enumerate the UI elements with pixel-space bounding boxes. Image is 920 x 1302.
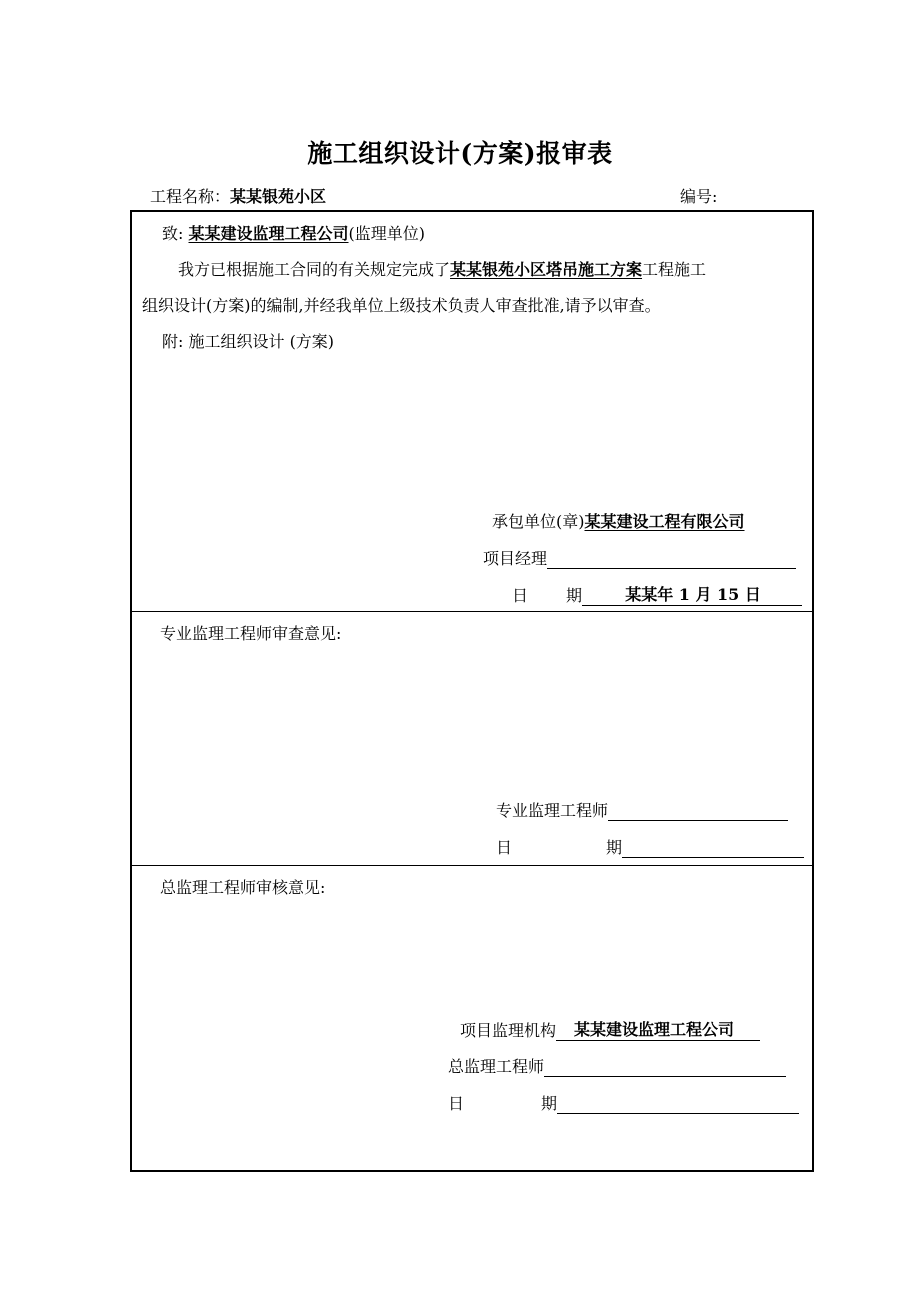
chief-label: 总监理工程师 <box>448 1057 545 1076</box>
chief-review-section <box>132 866 812 1170</box>
date-label-ri: 日 <box>496 838 513 857</box>
addressee-suffix: (监理单位) <box>348 224 426 243</box>
date-label-ri: 日 <box>512 586 529 605</box>
engineer-review-heading: 专业监理工程师审查意见: <box>160 624 342 643</box>
body-highlight: 某某银苑小区塔吊施工方案 <box>450 260 643 279</box>
date-label-qi: 期 <box>541 1094 558 1113</box>
body-line-1 <box>178 260 706 280</box>
addressee-company: 某某建设监理工程公司 <box>188 224 349 243</box>
engineer-signature-line <box>496 801 788 821</box>
engineer-date[interactable] <box>622 839 804 858</box>
chief-review-heading: 总监理工程师审核意见: <box>160 878 326 897</box>
date-label-ri: 日 <box>448 1094 465 1113</box>
addressee-label: 致: <box>162 224 184 243</box>
engineer-review-section <box>132 612 812 866</box>
supervision-org-label: 项目监理机构 <box>460 1021 557 1040</box>
body-prefix: 我方已根据施工合同的有关规定完成了 <box>178 260 451 279</box>
project-manager-line <box>483 549 796 569</box>
project-name-label: 工程名称： <box>150 187 231 206</box>
date-label-qi: 期 <box>566 586 583 605</box>
project-name-row <box>150 184 326 207</box>
date-value[interactable]: 某某年 1 月 15 日 <box>582 585 802 606</box>
addressee-line <box>162 224 425 244</box>
supervision-org-name: 某某建设监理工程公司 <box>556 1020 760 1041</box>
chief-signature-line <box>448 1057 786 1077</box>
supervision-org-line <box>460 1020 760 1041</box>
page-title: 施工组织设计(方案)报审表 <box>307 139 613 168</box>
project-manager-label: 项目经理 <box>483 549 548 568</box>
chief-signature[interactable] <box>544 1058 786 1077</box>
chief-date[interactable] <box>557 1095 799 1114</box>
engineer-signature[interactable] <box>608 802 788 821</box>
contractor-name: 某某建设工程有限公司 <box>584 512 745 531</box>
project-name-value: 某某银苑小区 <box>230 187 327 206</box>
body-suffix: 工程施工 <box>642 260 707 279</box>
submission-section <box>132 212 812 612</box>
date-line-1 <box>512 585 802 606</box>
contractor-label: 承包单位(章) <box>492 512 585 531</box>
date-line-2 <box>496 838 804 858</box>
document-number-label: 编号: <box>680 187 718 206</box>
attachment-line: 附: 施工组织设计 (方案) <box>162 332 335 351</box>
approval-form <box>130 210 814 1172</box>
date-line-3 <box>448 1094 799 1114</box>
body-line-2: 组织设计(方案)的编制,并经我单位上级技术负责人审查批准,请予以审查。 <box>142 296 661 315</box>
engineer-label: 专业监理工程师 <box>496 801 609 820</box>
contractor-line <box>492 512 745 532</box>
project-manager-signature[interactable] <box>547 550 796 569</box>
date-label-qi: 期 <box>606 838 623 857</box>
